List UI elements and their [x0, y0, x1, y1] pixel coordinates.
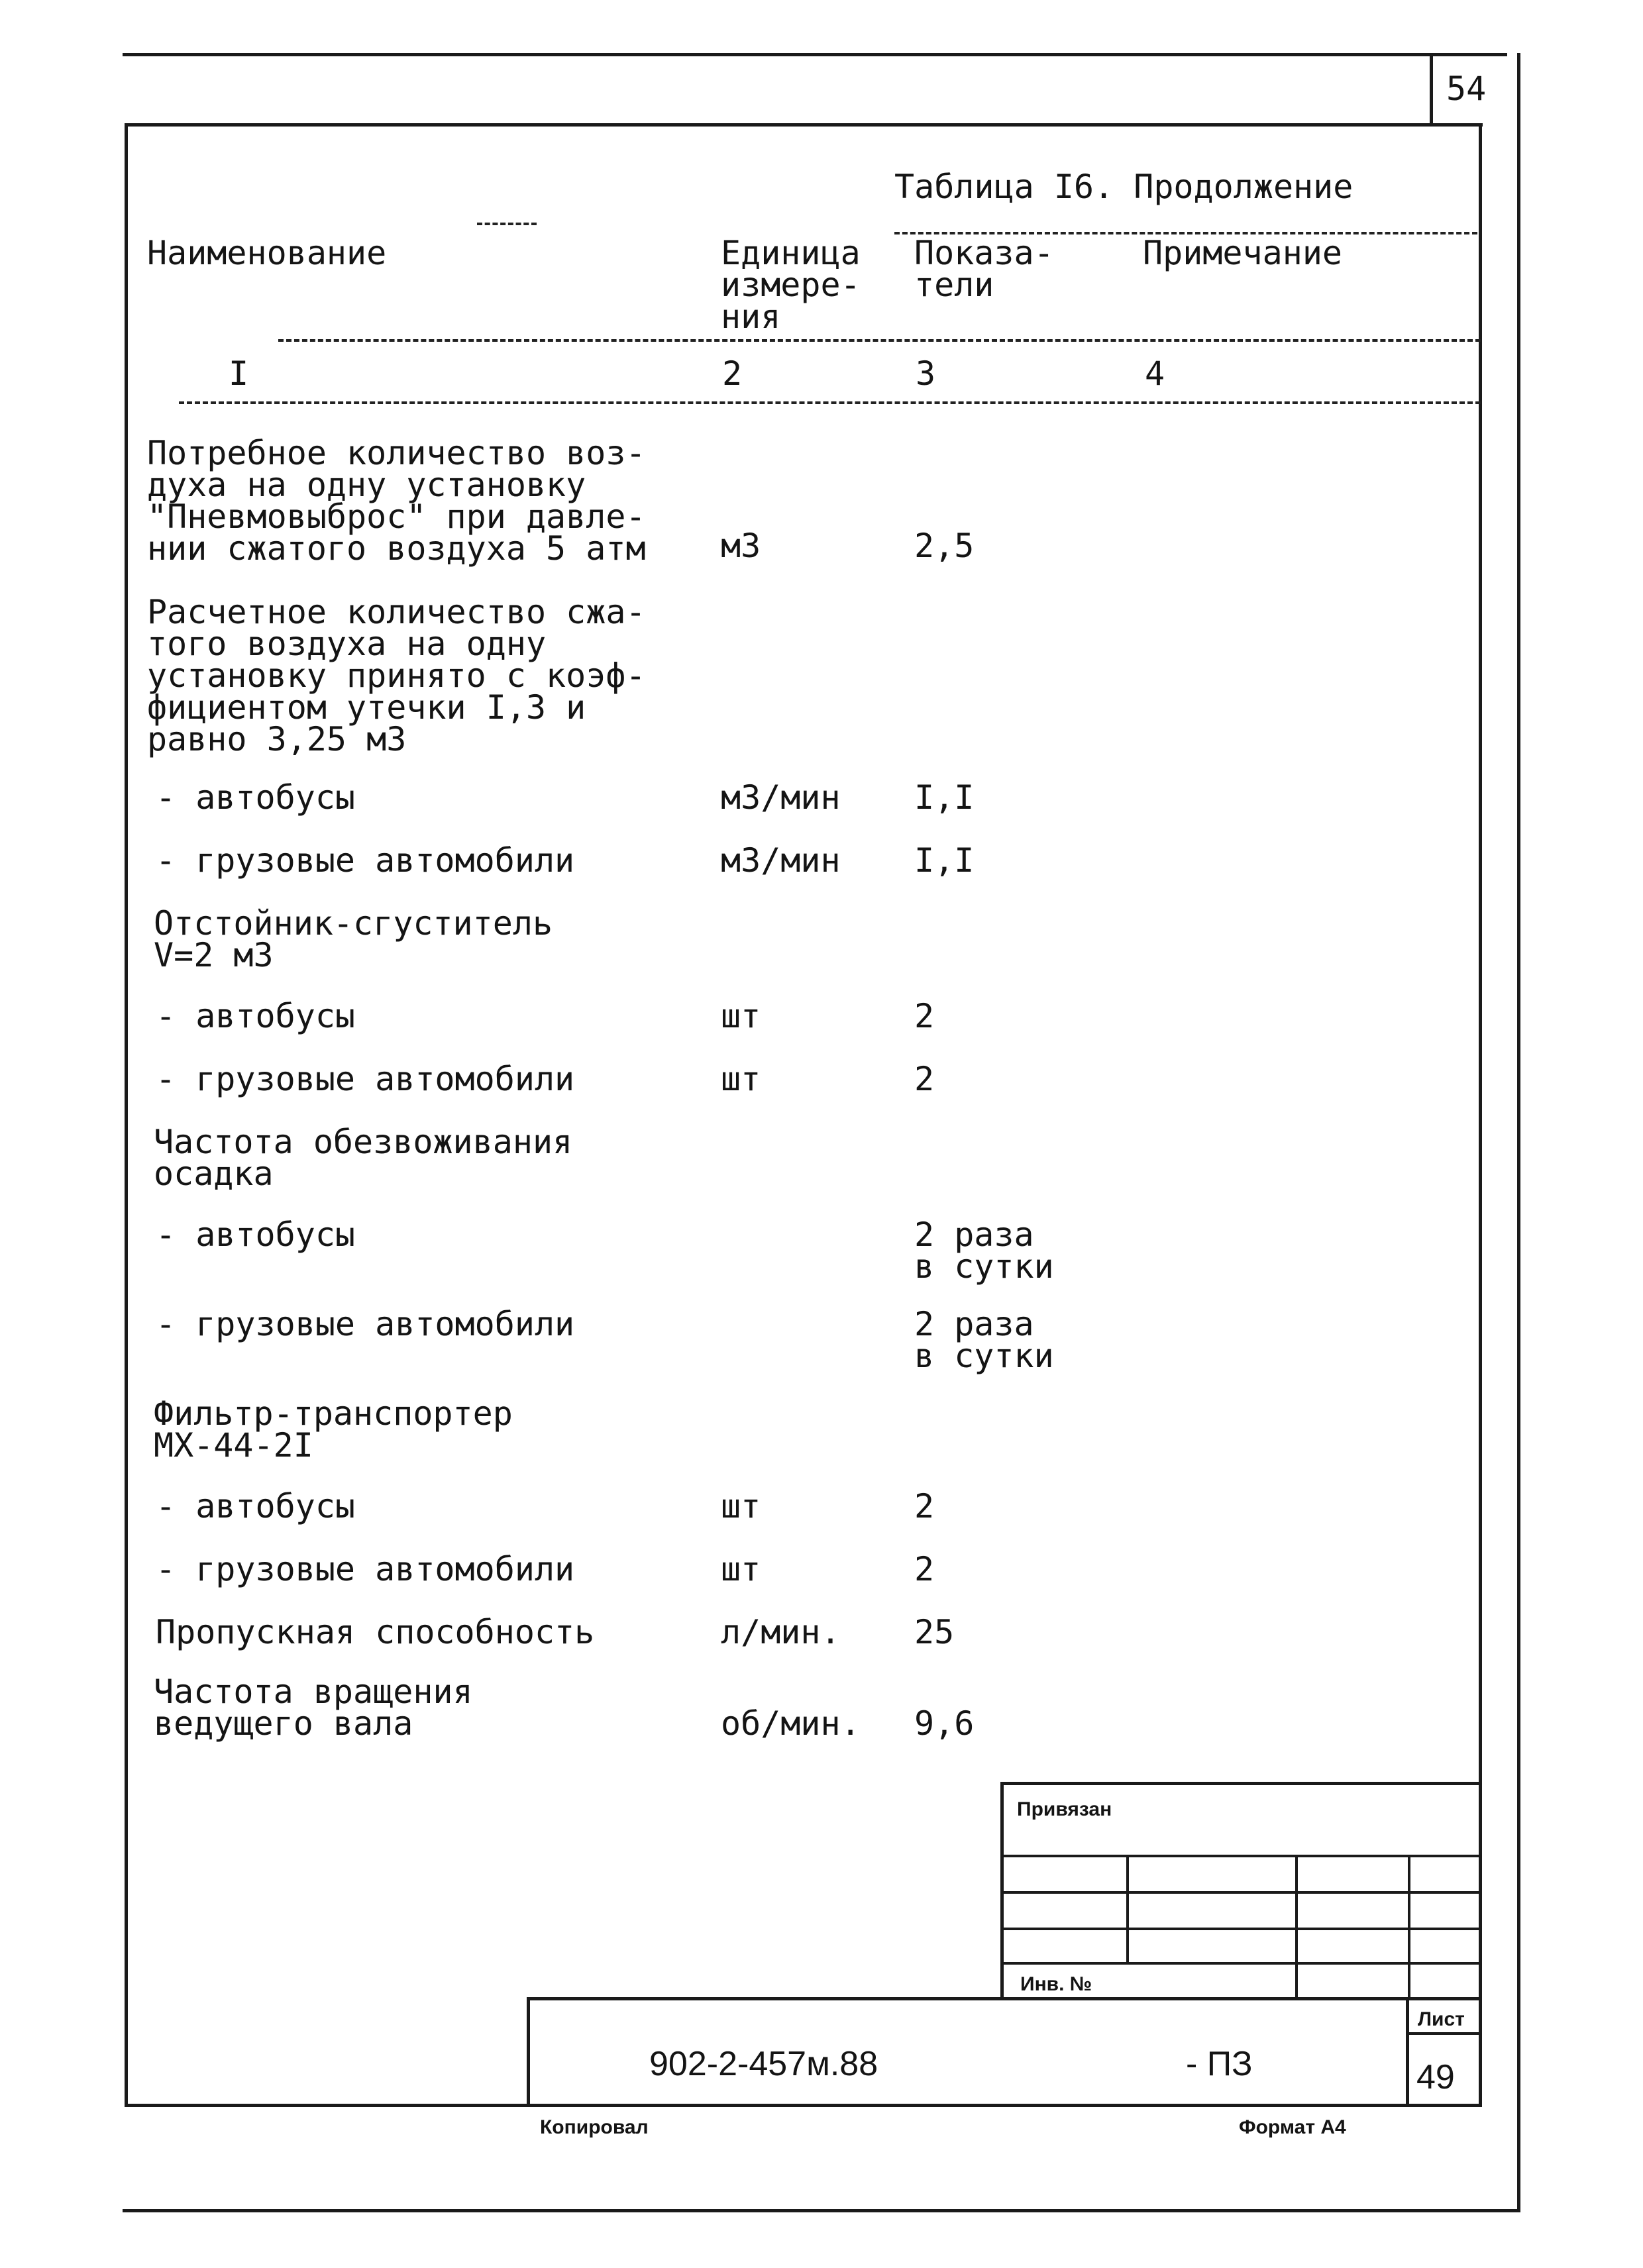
row-12-name: - автобусы: [156, 1487, 356, 1525]
row-14-name: Пропускная способность: [156, 1613, 595, 1651]
list-label: Лист: [1418, 2008, 1465, 2030]
row-1-name: Потребное количество воз- духа на одну установку "Пневмовыброс" при давле- нии сжатого воздуха 5 атм: [147, 434, 646, 568]
stamp-inv-no: Инв. №: [1020, 1973, 1092, 1995]
row-10-value: 2 раза в сутки: [914, 1305, 1054, 1375]
row-15-name: Частота вращения ведущего вала: [154, 1673, 473, 1743]
stamp-privyazan: Привязан: [1017, 1798, 1112, 1820]
row-6-value: 2: [914, 997, 935, 1035]
stamp-left-line: [1000, 1782, 1004, 1997]
frame-bottom: [125, 2104, 1482, 2107]
row-4-value: I,I: [914, 841, 975, 880]
row-6-unit: шт: [721, 997, 761, 1035]
doc-suffix: - ПЗ: [1186, 2045, 1253, 2083]
row-7-value: 2: [914, 1060, 935, 1098]
title-block-top: [527, 1997, 1480, 2000]
header-bottom-dash: [179, 401, 1481, 404]
footer-copied: Копировал: [540, 2116, 649, 2138]
footer-format: Формат А4: [1239, 2116, 1346, 2138]
stamp-col-2: [1295, 1855, 1298, 1997]
row-12-value: 2: [914, 1487, 935, 1525]
row-13-value: 2: [914, 1550, 935, 1588]
row-7-name: - грузовые автомобили: [156, 1060, 575, 1098]
title-block-sheet-divider: [1406, 1997, 1409, 2106]
page-number-box-left: [1430, 53, 1433, 125]
frame-top: [125, 123, 1483, 127]
row-7-unit: шт: [721, 1060, 761, 1098]
row-4-unit: м3/мин: [721, 841, 841, 880]
header-value: Показа- тели: [914, 234, 1054, 304]
row-10-name: - грузовые автомобили: [156, 1305, 575, 1343]
row-15-unit: об/мин.: [721, 1704, 861, 1743]
header-note: Примечание: [1143, 234, 1343, 272]
row-9-name: - автобусы: [156, 1215, 356, 1254]
row-11-name: Фильтр-транспортер МХ-44-2I: [154, 1394, 513, 1465]
row-14-value: 25: [914, 1613, 955, 1651]
stamp-top-line: [1000, 1782, 1480, 1785]
col-number-2: 2: [722, 354, 743, 393]
row-1-unit: м3: [721, 527, 761, 565]
stamp-col-3: [1408, 1855, 1410, 1997]
header-name: Наименование: [147, 234, 387, 272]
header-unit: Единица измере- ния: [721, 234, 861, 336]
list-number: 49: [1416, 2058, 1455, 2096]
col-number-3: 3: [916, 354, 936, 393]
table-title: Таблица I6. Продолжение: [894, 168, 1353, 206]
row-15-value: 9,6: [914, 1704, 975, 1743]
row-14-unit: л/мин.: [721, 1613, 841, 1651]
row-12-unit: шт: [721, 1487, 761, 1525]
frame-left: [125, 123, 128, 2106]
stamp-col-1: [1126, 1855, 1129, 1962]
frame-right: [1479, 123, 1482, 2106]
page-number: 54: [1446, 70, 1487, 108]
row-3-name: - автобусы: [156, 778, 356, 817]
doc-code: 902-2-457м.88: [649, 2045, 878, 2083]
outer-right-edge: [1517, 53, 1520, 2212]
row-9-value: 2 раза в сутки: [914, 1215, 1054, 1286]
col-number-1: I: [229, 354, 249, 393]
row-5-name: Отстойник-сгуститель V=2 м3: [154, 904, 553, 974]
row-4-name: - грузовые автомобили: [156, 841, 575, 880]
row-13-unit: шт: [721, 1550, 761, 1588]
title-block-left: [527, 1997, 530, 2106]
row-3-unit: м3/мин: [721, 778, 841, 817]
row-13-name: - грузовые автомобили: [156, 1550, 575, 1588]
row-1-value: 2,5: [914, 527, 975, 565]
top-outer-line: [123, 53, 1507, 56]
row-8-name: Частота обезвоживания осадка: [154, 1123, 573, 1193]
header-top-dash-1: [477, 223, 537, 225]
row-3-value: I,I: [914, 778, 975, 817]
row-6-name: - автобусы: [156, 997, 356, 1035]
row-2-name: Расчетное количество сжа- того воздуха на одну установку принято с коэф- фициентом утечки I,3 и равно 3,25 м3: [147, 593, 646, 758]
bottom-outer-line: [123, 2209, 1520, 2212]
header-mid-dash: [278, 339, 1481, 342]
col-number-4: 4: [1145, 354, 1165, 393]
